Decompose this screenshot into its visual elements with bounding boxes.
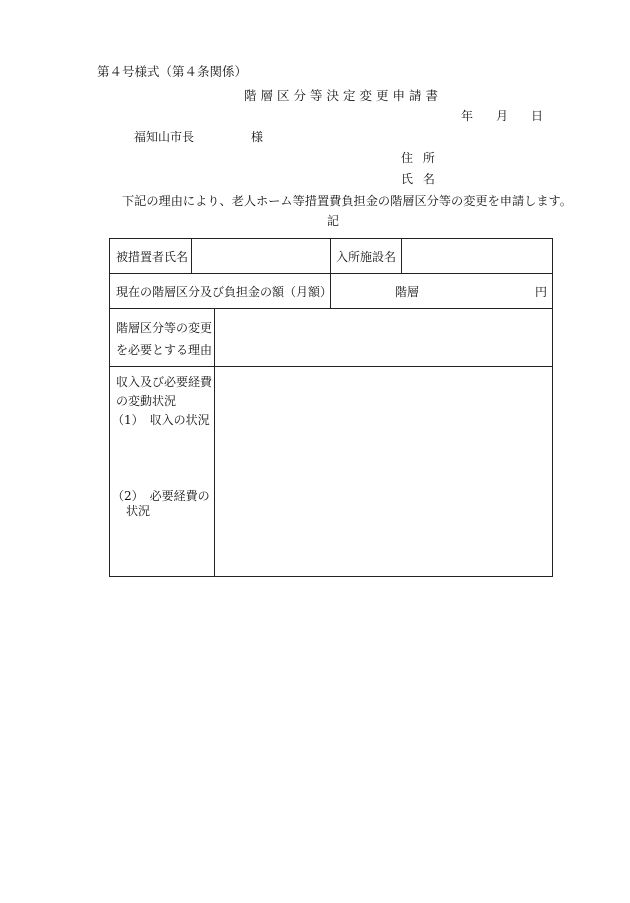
table-border-bottom	[109, 576, 553, 577]
form-number: 第４号様式（第４条関係）	[97, 64, 248, 79]
yen-unit-label: 円	[535, 285, 548, 299]
row1-divider-c	[401, 238, 402, 274]
class-unit-label: 階層	[395, 285, 420, 299]
current-class-label: 現在の階層区分及び負担金の額（月額）	[116, 285, 333, 299]
row-divider-1	[109, 273, 553, 274]
reason-label-line2: を必要とする理由	[116, 343, 213, 357]
changes-label-line2: の変動状況	[116, 394, 177, 408]
honorific: 様	[251, 130, 264, 144]
label-column-divider	[214, 308, 215, 577]
row1-divider-a	[191, 238, 192, 274]
reason-label-line1: 階層区分等の変更	[116, 321, 213, 335]
income-status-label: （1） 収入の状況	[112, 413, 210, 427]
row1-divider-b	[330, 238, 331, 274]
row-divider-2	[109, 308, 553, 309]
table-border-left	[109, 238, 110, 577]
document-title: 階層区分等決定変更申請書	[244, 88, 443, 103]
changes-label-line1: 収入及び必要経費	[116, 375, 213, 389]
address-label: 住 所	[401, 151, 438, 165]
ki-mark: 記	[327, 214, 340, 228]
date-day-label: 日	[531, 109, 544, 123]
applicant-name-label: 氏 名	[401, 172, 438, 186]
table-border-top	[109, 238, 553, 239]
date-year-label: 年	[461, 109, 474, 123]
row-divider-3	[109, 366, 553, 367]
facility-name-label: 入所施設名	[336, 250, 397, 264]
table-border-right	[552, 238, 553, 577]
date-month-label: 月	[496, 109, 509, 123]
expense-status-label-line1: （2） 必要経費の	[112, 489, 210, 503]
person-name-label: 被措置者氏名	[116, 250, 189, 264]
addressee: 福知山市長	[134, 130, 195, 144]
expense-status-label-line2: 状況	[126, 504, 151, 518]
application-statement: 下記の理由により、老人ホーム等措置費負担金の階層区分等の変更を申請します。	[122, 194, 572, 208]
